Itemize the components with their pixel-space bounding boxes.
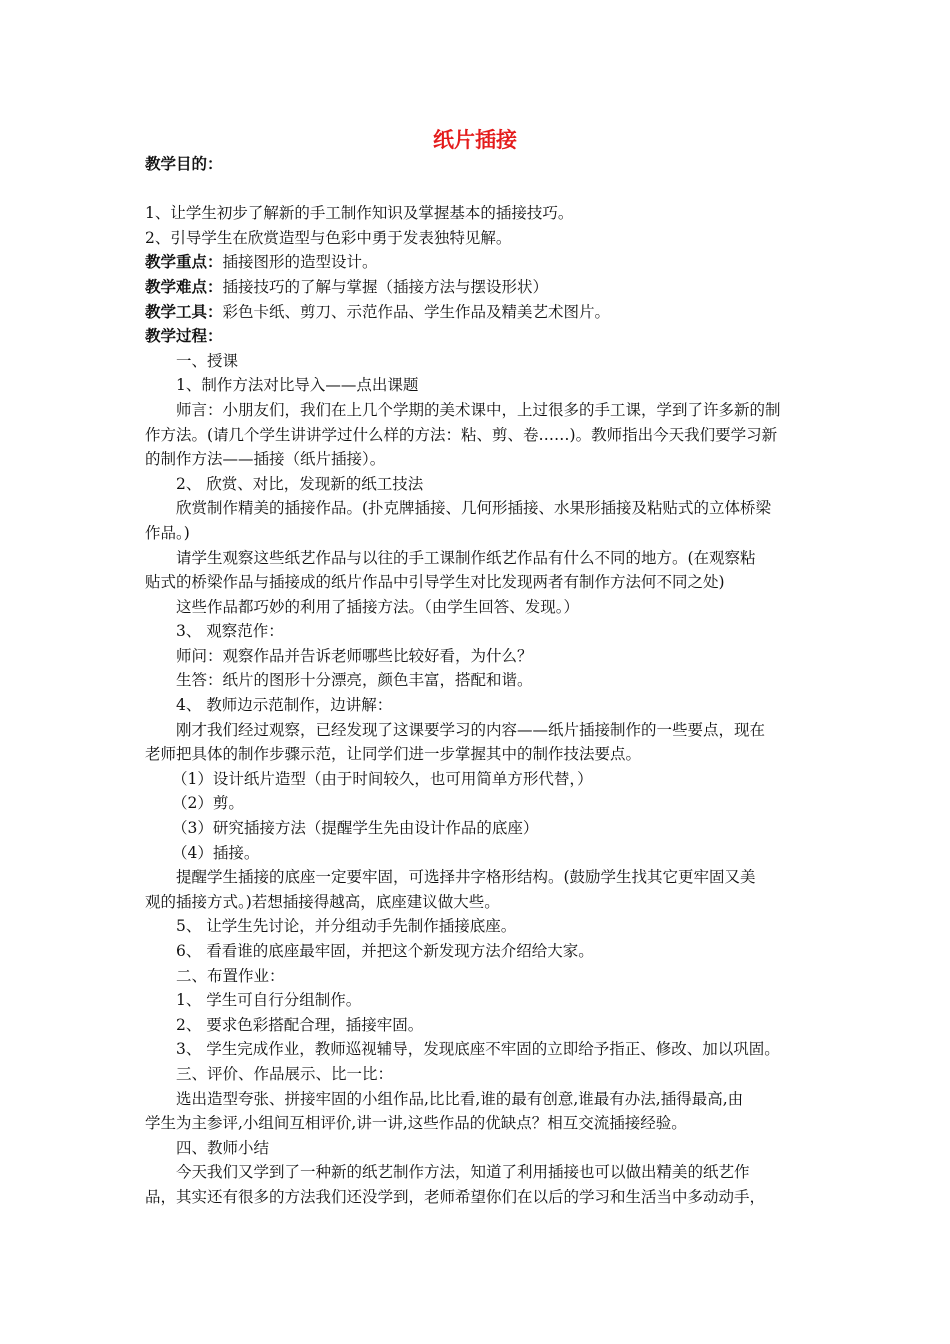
paragraph-line: 品，其实还有很多的方法我们还没学到，老师希望你们在以后的学习和生活当中多动动手， <box>145 1187 766 1206</box>
tools-text: 彩色卡纸、剪刀、示范作品、学生作品及精美艺术图片。 <box>222 302 611 321</box>
goal-item: 1、让学生初步了解新的手工制作知识及掌握基本的插接技巧。 <box>145 204 574 223</box>
difficulty-row <box>145 275 817 300</box>
paragraph-line: 提醒学生插接的底座一定要牢固，可选择井字格形结构。(鼓励学生找其它更牢固又美 <box>176 868 756 887</box>
paragraph-line: 4、 教师边示范制作，边讲解： <box>176 696 393 715</box>
paragraph-line: 作方法。(请几个学生讲讲学过什么样的方法：粘、剪、卷……)。教师指出今天我们要学习新 <box>145 425 778 444</box>
section-heading-process: 教学过程： <box>145 327 223 346</box>
paragraph-line: 生答：纸片的图形十分漂亮，颜色丰富，搭配和谐。 <box>176 671 533 690</box>
paragraph-line: 的制作方法——插接（纸片插接）。 <box>145 450 386 469</box>
paragraph-line: 2、 要求色彩搭配合理，插接牢固。 <box>176 1015 424 1034</box>
difficulty-label: 教学难点： <box>145 277 223 296</box>
tools-label: 教学工具： <box>145 302 223 321</box>
paragraph-line: 刚才我们经过观察，已经发现了这课要学习的内容——纸片插接制作的一些要点，现在 <box>176 720 766 739</box>
paragraph-line: 3、 观察范作： <box>176 622 284 641</box>
paragraph-line: 贴式的桥梁作品与插接成的纸片作品中引导学生对比发现两者有制作方法何不同之处) <box>145 573 725 592</box>
paragraph-line: 作品。) <box>145 523 190 542</box>
paragraph-line: （1）设计纸片造型（由于时间较久，也可用简单方形代替，） <box>172 769 593 788</box>
paragraph-line: 师问：观察作品并告诉老师哪些比较好看，为什么？ <box>176 646 533 665</box>
paragraph-line: 6、 看看谁的底座最牢固，并把这个新发现方法介绍给大家。 <box>176 942 594 960</box>
paragraph-line: 5、 让学生先讨论，并分组动手先制作插接底座。 <box>176 917 517 936</box>
paragraph-line: （3）研究插接方法（提醒学生先由设计作品的底座） <box>172 819 539 838</box>
document-body <box>145 152 817 1210</box>
paragraph-line: 观的插接方式。)若想插接得越高，底座建议做大些。 <box>145 892 500 911</box>
goal-item: 2、引导学生在欣赏造型与色彩中勇于发表独特见解。 <box>145 228 512 247</box>
paragraph-line: 1、制作方法对比导入——点出课题 <box>176 376 419 395</box>
paragraph-line: 今天我们又学到了一种新的纸艺制作方法，知道了利用插接也可以做出精美的纸艺作 <box>176 1163 750 1182</box>
paragraph-line: 二、布置作业： <box>176 966 285 985</box>
blank-line <box>145 177 817 202</box>
key-point-row <box>145 250 817 275</box>
process-body <box>145 349 817 1210</box>
paragraph-line: 这些作品都巧妙的利用了插接方法。（由学生回答、发现。） <box>176 597 580 616</box>
key-point-label: 教学重点： <box>145 253 223 272</box>
section-heading-goal: 教学目的： <box>145 155 223 173</box>
difficulty-text: 插接技巧的了解与掌握（插接方法与摆设形状） <box>222 277 549 296</box>
paragraph-line: 三、评价、作品展示、比一比： <box>176 1064 394 1083</box>
key-point-text: 插接图形的造型设计。 <box>222 253 378 272</box>
paragraph-line: 2、 欣赏、对比，发现新的纸工技法 <box>176 474 424 493</box>
paragraph-line: 1、 学生可自行分组制作。 <box>176 991 362 1010</box>
paragraph-line: （4）插接。 <box>172 843 260 862</box>
paragraph-line: 一、授课 <box>176 351 239 370</box>
paragraph-line: 学生为主参评,小组间互相评价,讲一讲,这些作品的优缺点？相互交流插接经验。 <box>145 1114 687 1133</box>
document-title: 纸片插接 <box>433 128 517 152</box>
paragraph-line: 老师把具体的制作步骤示范，让同学们进一步掌握其中的制作技法要点。 <box>145 745 642 764</box>
paragraph-line: 四、教师小结 <box>176 1138 270 1157</box>
paragraph-line: （2）剪。 <box>172 794 244 813</box>
paragraph-line: 3、 学生完成作业，教师巡视辅导，发现底座不牢固的立即给予指正、修改、加以巩固。 <box>176 1040 780 1059</box>
paragraph-line: 请学生观察这些纸艺作品与以往的手工课制作纸艺作品有什么不同的地方。(在观察粘 <box>176 548 756 567</box>
tools-row <box>145 300 817 325</box>
paragraph-line: 师言：小朋友们，我们在上几个学期的美术课中，上过很多的手工课，学到了许多新的制 <box>176 400 781 419</box>
paragraph-line: 选出造型夸张、拼接牢固的小组作品,比比看,谁的最有创意,谁最有办法,插得最高,由 <box>176 1089 744 1108</box>
paragraph-line: 欣赏制作精美的插接作品。(扑克牌插接、几何形插接、水果形插接及粘贴式的立体桥梁 <box>176 499 772 518</box>
